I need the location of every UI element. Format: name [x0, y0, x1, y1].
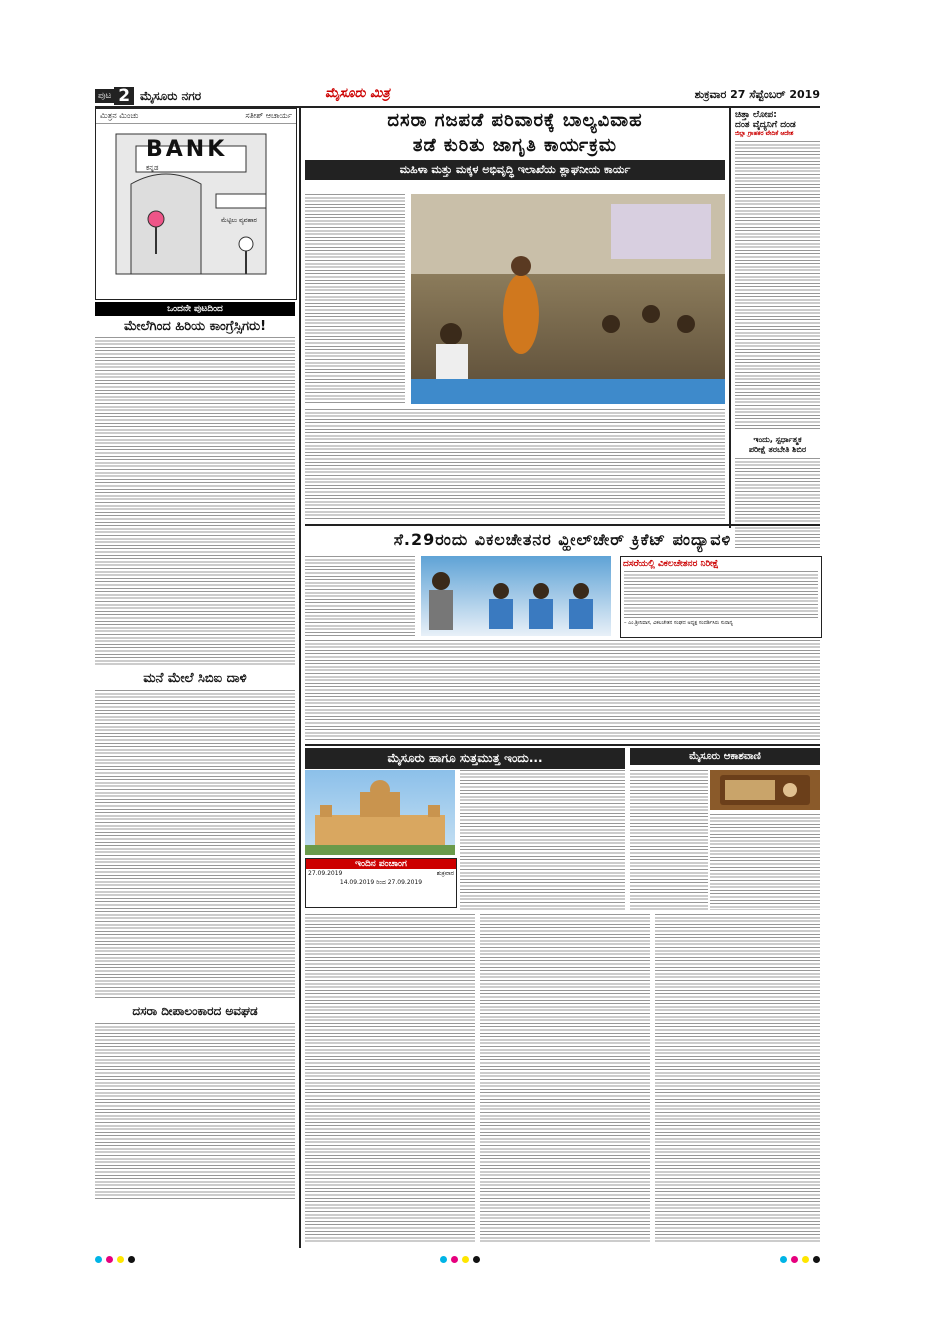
right-column-divider — [729, 108, 731, 528]
cyan-dot — [780, 1256, 787, 1263]
today-listing-top — [460, 770, 625, 910]
palace-illustration — [305, 770, 455, 855]
registration-marks-center — [440, 1256, 480, 1263]
cartoon-box — [95, 108, 297, 300]
panchanga-day: ಶುಕ್ರವಾರ — [436, 870, 454, 877]
cartoon-title: ಮಿತ್ರನ ಮಿಂಚು — [100, 111, 139, 120]
right-story1-kicker: ಜಿಲ್ಲಾ ಗ್ರಾಹಕರ ವೇದಿಕೆ ಆದೇಶ — [735, 130, 794, 137]
section-title: ಮೈಸೂರು ನಗರ — [140, 88, 202, 103]
magenta-dot — [791, 1256, 798, 1263]
radio-header: ಮೈಸೂರು ಆಕಾಶವಾಣಿ — [630, 748, 820, 765]
today-header: ಮೈಸೂರು ಹಾಗೂ ಸುತ್ತಮುತ್ತ ಇಂದು... — [305, 748, 625, 769]
story3-body — [95, 1023, 295, 1201]
palace-photo — [305, 770, 455, 855]
page-number-box — [95, 87, 201, 105]
right-story1-title: ಚಿತ್ತಾ ಲೋಪ: — [735, 110, 777, 120]
radio-schedule-b — [710, 814, 820, 910]
magenta-dot — [451, 1256, 458, 1263]
black-dot — [473, 1256, 480, 1263]
section-rule — [305, 524, 820, 526]
radio-schedule-a — [630, 770, 708, 910]
cricket-story — [305, 530, 820, 550]
cartoon-sub-sign: ಕನ್ನಡ — [146, 164, 159, 172]
cricket-quote-body — [624, 571, 818, 619]
main-story-body-col1 — [305, 194, 405, 404]
right-story2-title: ಇಂದು, ಸ್ಪರ್ಧಾತ್ಮಕ — [753, 435, 802, 444]
panchanga-range: 14.09.2019 ರಿಂದ 27.09.2019 — [339, 879, 423, 886]
black-dot — [813, 1256, 820, 1263]
today-listing-col1 — [305, 914, 475, 1244]
main-story-body-cols — [305, 409, 725, 519]
yellow-dot — [462, 1256, 469, 1263]
story2-body — [95, 690, 295, 1000]
registration-marks-right — [780, 1256, 820, 1263]
radio-photo — [710, 770, 820, 810]
story3-headline: ದಸರಾ ದೀಪಾಲಂಕಾರದ ಅವಘಡ — [132, 1004, 258, 1018]
yellow-dot — [802, 1256, 809, 1263]
column-divider — [299, 108, 301, 1248]
magenta-dot — [106, 1256, 113, 1263]
right-story1-body — [735, 141, 820, 431]
panchanga-box — [305, 858, 457, 908]
story2-headline: ಮನೆ ಮೇಲೆ ಸಿಬಿಐ ದಾಳಿ — [143, 671, 247, 686]
continuation-banner: ಒಂದನೇ ಪುಟದಿಂದ — [95, 302, 295, 316]
cyan-dot — [95, 1256, 102, 1263]
cricket-body-cols — [305, 640, 820, 740]
page-header — [95, 84, 820, 108]
cricket-photo-scene — [421, 556, 611, 636]
photo-scene — [411, 194, 725, 404]
page-number: 2 — [114, 87, 134, 105]
main-story — [305, 110, 725, 180]
masthead: ಮೈಸೂರು ಮಿತ್ರ — [325, 86, 390, 101]
right-column — [735, 110, 820, 548]
main-headline-line2: ತಡೆ ಕುರಿತು ಜಾಗೃತಿ ಕಾರ್ಯಕ್ರಮ — [412, 135, 618, 156]
main-headline-line1: ದಸರಾ ಗಜಪಡೆ ಪರಿವಾರಕ್ಕೆ ಬಾಲ್ಯವಿವಾಹ — [387, 110, 643, 131]
cricket-photo — [421, 556, 611, 636]
cricket-headline: ಸೆ.29ರಂದು ವಿಕಲಚೇತನರ ವ್ಹೀಲ್‌ಚೇರ್ ಕ್ರಿಕೆಟ್ ಪಂದ್ಯಾವಳಿ — [393, 530, 732, 549]
today-rule — [305, 744, 820, 746]
cyan-dot — [440, 1256, 447, 1263]
cricket-quote-byline: – ಎಂ.ಶ್ರೀನಿವಾಸ, ವಿಕಲಚೇತನ ಸಂಘದ ಅಧ್ಯಕ್ಷ ಸಂದರ್ಶಿಸಿರು ಸುರಾನ್ಯ — [624, 620, 733, 626]
registration-marks-left — [95, 1256, 135, 1263]
story1-body — [95, 337, 295, 667]
today-listing-col2 — [480, 914, 650, 1244]
cricket-body-col1 — [305, 556, 415, 636]
page-label: ಪುಟ — [95, 89, 114, 103]
cartoon-label: ಮೆಟ್ಟಿಲು ವ್ಯವಹಾರ — [221, 217, 257, 224]
main-story-photo — [411, 194, 725, 404]
panchanga-date: 27.09.2019 — [308, 870, 343, 877]
cricket-quote-box — [620, 556, 822, 638]
yellow-dot — [117, 1256, 124, 1263]
radio-icon — [710, 770, 820, 810]
today-listing-col3 — [655, 914, 820, 1244]
right-story2-sub: ಪರೀಕ್ಷೆ ತರಬೇತಿ ಶಿಬಿರ — [748, 445, 807, 454]
issue-date: ಶುಕ್ರವಾರ 27 ಸೆಪ್ಟೆಂಬರ್ 2019 — [694, 88, 820, 101]
main-subhead: ಮಹಿಳಾ ಮತ್ತು ಮಕ್ಕಳ ಅಭಿವೃದ್ಧಿ ಇಲಾಖೆಯ ಶ್ಲಾಘನೀಯ ಕಾರ್ಯ — [305, 160, 725, 180]
cartoon-author: ಸತೀಶ್ ಆಚಾರ್ಯ — [245, 111, 292, 120]
right-story1-sub: ದಂತ ವೈದ್ಯನಿಗೆ ದಂಡ — [735, 120, 796, 130]
newspaper-page — [95, 84, 820, 1250]
left-column — [95, 302, 295, 1201]
panchanga-title: ಇಂದಿನ ಪಂಚಾಂಗ — [306, 859, 456, 869]
cartoon-bank-sign: BANK — [146, 137, 228, 162]
cricket-quote-title: ದಸರೆಯಲ್ಲಿ ವಿಕಲಚೇತನರ ನಿರೀಕ್ಷೆ — [623, 559, 719, 569]
story1-headline: ಮೇಲೆಗಿಂದ ಹಿರಿಯ ಕಾಂಗ್ರೆಸ್ಸಿಗರು! — [123, 319, 267, 334]
black-dot — [128, 1256, 135, 1263]
